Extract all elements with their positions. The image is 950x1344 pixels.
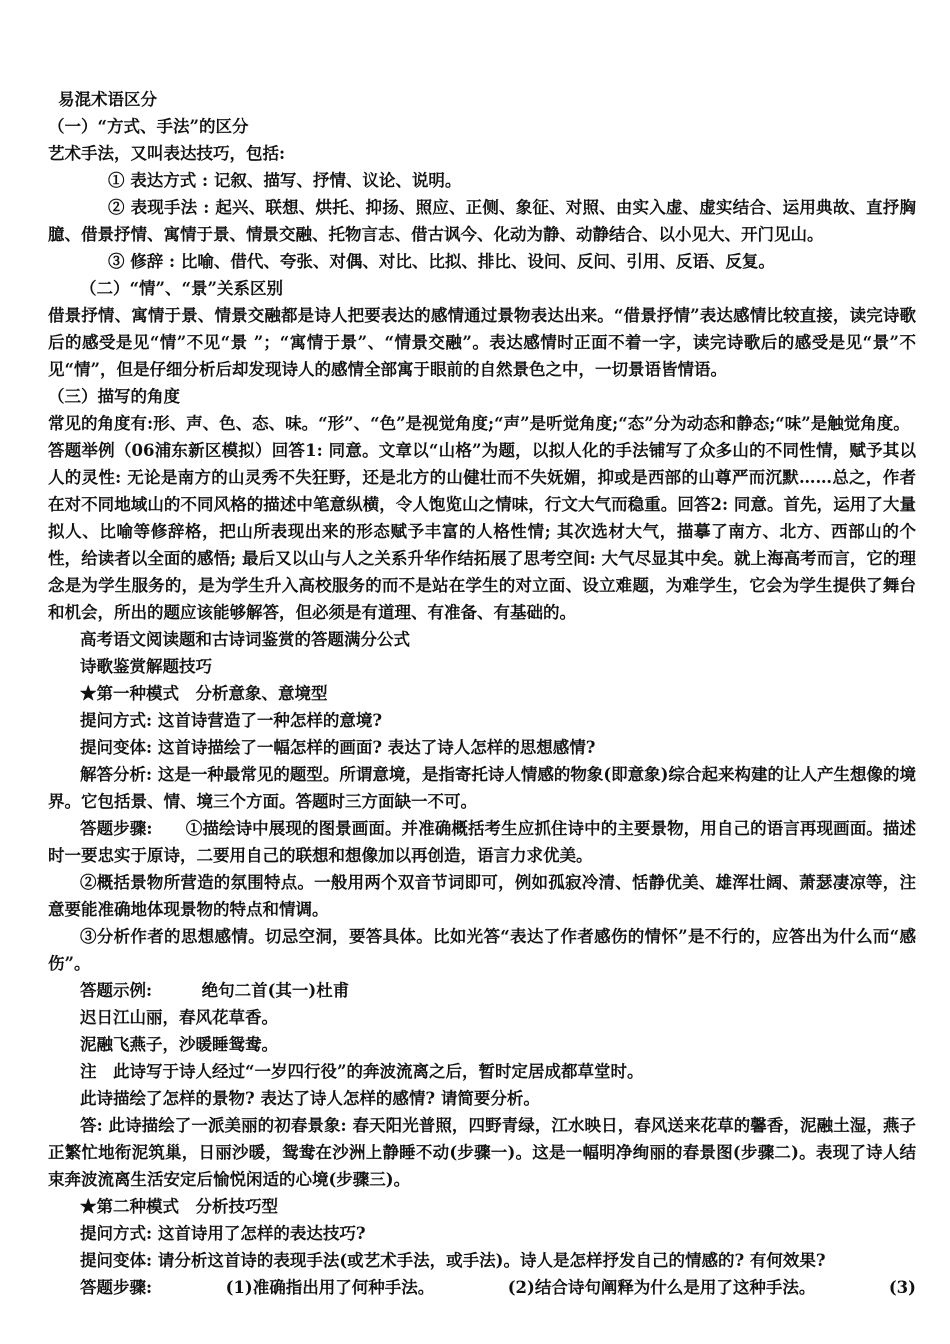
mode-2-step-3: (3) (888, 1278, 916, 1297)
section-heading-1: （一）“方式、手法”的区分 (48, 117, 249, 136)
formula-heading: 高考语文阅读题和古诗词鉴赏的答题满分公式 (80, 630, 410, 649)
mode-2-variant: 提问变体: 请分析这首诗的表现手法(或艺术手法，或手法)。诗人是怎样抒发自己的情感的? 有何效果? (80, 1251, 826, 1270)
mode-1-step-3: ③分析作者的思想感情。切忌空洞，要答具体。比如光答“表达了作者感伤的情怀”是不行的，应答出为什么而“感伤”。 (48, 927, 916, 973)
section-1-item-3: ③ 修辞 : 比喻、借代、夸张、对偶、对比、比拟、排比、设问、反问、引用、反语、反复。 (108, 252, 775, 271)
poem-answer: 答: 此诗描绘了一派美丽的初春景象: 春天阳光普照，四野青绿，江水映日，春风送来花草的馨香，泥融土湿，燕子正繁忙地衔泥筑巢，日丽沙暖，鸳鸯在沙洲上静睡不动(步骤一)。这是一幅明净绚丽的春景图(步骤二)。表现了诗人结束奔波流离生活安定后愉悦闲适的心境(步骤三)。 (48, 1116, 916, 1189)
example-label: 答题示例: 绝句二首(其一)杜甫 (80, 981, 350, 1000)
poem-line-2: 泥融飞燕子，沙暖睡鸳鸯。 (80, 1035, 278, 1054)
mode-1-step-2: ②概括景物所营造的氛围特点。一般用两个双音节词即可，例如孤寂冷清、恬静优美、雄浑壮阔、萧瑟凄凉等，注意要能准确地体现景物的特点和情调。 (48, 873, 916, 919)
poem-question: 此诗描绘了怎样的景物? 表达了诗人怎样的感情? 请简要分析。 (80, 1089, 540, 1108)
section-1-item-2: ② 表现手法 : 起兴、联想、烘托、抑扬、照应、正侧、象征、对照、由实入虚、虚实结合、运用典故、直抒胸臆、借景抒情、寓情于景、情景交融、托物言志、借古讽今、化动为静、动静结合、以小见大、开门见山。 (48, 198, 916, 244)
section-heading-2: （二）“情”、“景”关系区别 (80, 279, 283, 298)
poetry-heading: 诗歌鉴赏解题技巧 (80, 657, 212, 676)
mode-1-analysis: 解答分析: 这是一种最常见的题型。所谓意境，是指寄托诗人情感的物象(即意象)综合起来构建的让人产生想像的境界。它包括景、情、境三个方面。答题时三方面缺一不可。 (48, 765, 916, 811)
answer-example: 答题举例（06浦东新区模拟）回答1: 同意。文章以“山格”为题，以拟人化的手法铺写了众多山的不同性情，赋予其以人的灵性: 无论是南方的山灵秀不失狂野，还是北方的山健壮而不失妩媚，抑或是西部的山尊严而沉默……总之，作者在对不同地域山的不同风格的描述中笔意纵横，令人饱览山之情味，行文大气而稳重。回答2: 同意。首先，运用了大量拟人、比喻等修辞格，把山所表现出来的形态赋予丰富的人格性情; 其次选材大气，描摹了南方、北方、西部山的个性，给读者以全面的感悟; 最后又以山与人之关系升华作结拓展了思考空间: 大气尽显其中矣。就上海高考而言，它的理念是为学生服务的，是为学生升入高校服务的而不是站在学生的对立面、设立难题，为难学生，它会为学生提供了舞台和机会，所出的题应该能够解答，但必须是有道理、有准备、有基础的。 (48, 441, 916, 622)
poem-line-1: 迟日江山丽，春风花草香。 (80, 1008, 278, 1027)
section-2-body: 借景抒情、寓情于景、情景交融都是诗人把要表达的感情通过景物表达出来。“借景抒情”表达感情比较直接，读完诗歌后的感受是见“情”不见“景 ”；“寓情于景”、“情景交融”。表达感情时正面不着一字，读完诗歌后的感受是见“景”不见“情”，但是仔细分析后却发现诗人的感情全部寓于眼前的自然景色之中，一切景语皆情语。 (48, 306, 916, 379)
section-1-intro: 艺术手法，又叫表达技巧，包括: (48, 144, 286, 163)
mode-1-variant: 提问变体: 这首诗描绘了一幅怎样的画面? 表达了诗人怎样的思想感情? (80, 738, 596, 757)
mode-2-step-2: (2)结合诗句阐释为什么是用了这种手法。 (507, 1278, 816, 1297)
poem-note: 注 此诗写于诗人经过“一岁四行役”的奔波流离之后，暂时定居成都草堂时。 (80, 1062, 644, 1081)
section-3-body: 常见的角度有:形、声、色、态、味。“形”、“色”是视觉角度;“声”是听觉角度;“态”分为动态和静态;“味”是触觉角度。 (48, 414, 910, 433)
mode-1-question: 提问方式: 这首诗营造了一种怎样的意境? (80, 711, 383, 730)
mode-1-step-1: 答题步骤: ①描绘诗中展现的图景画面。并准确概括考生应抓住诗中的主要景物，用自己的语言再现画面。描述时一要忠实于原诗，二要用自己的联想和想像加以再创造，语言力求优美。 (48, 819, 916, 865)
mode-2-step-label: 答题步骤: (80, 1278, 153, 1297)
doc-title: 易混术语区分 (58, 90, 157, 109)
mode-1-heading: ★第一种模式 分析意象、意境型 (80, 684, 328, 703)
mode-2-heading: ★第二种模式 分析技巧型 (80, 1197, 278, 1216)
mode-2-question: 提问方式: 这首诗用了怎样的表达技巧? (80, 1224, 366, 1243)
mode-2-step-1: (1)准确指出用了何种手法。 (225, 1278, 435, 1297)
mode-2-steps-row (48, 1274, 916, 1301)
section-1-item-1: ① 表达方式 : 记叙、描写、抒情、议论、说明。 (108, 171, 462, 190)
section-heading-3: （三）描写的角度 (48, 387, 180, 406)
